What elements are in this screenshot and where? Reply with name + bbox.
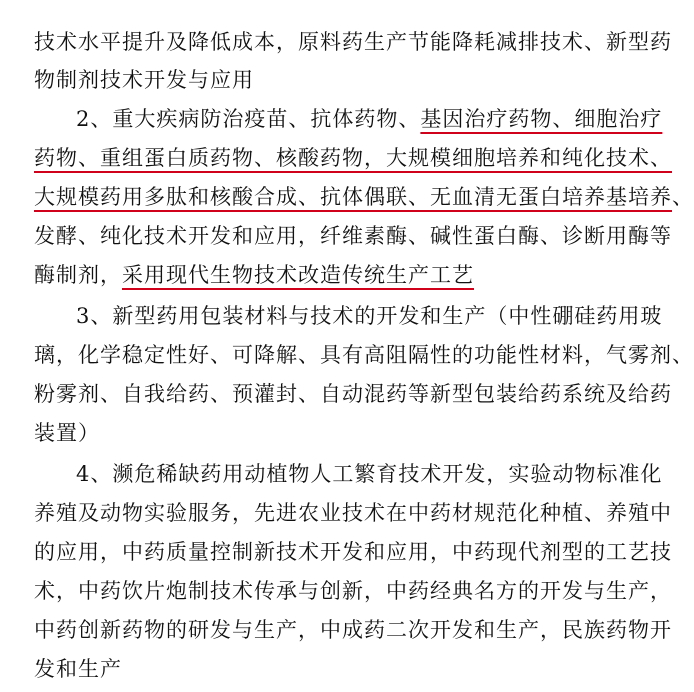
text-line-1 [34,28,672,56]
highlighted-text: 大规模药用多肽和核酸合成、抗体偶联、无血清无蛋白培养基培养 [34,185,672,209]
text-segment: 璃，化学稳定性好、可降解、具有高阻隔性的功能性材料，气雾剂、 [34,343,694,367]
text-segment: 的应用，中药质量控制新技术开发和应用，中药现代剂型的工艺技 [34,540,672,564]
text-segment: 术，中药饮片炮制技术传承与创新，中药经典名方的开发与生产， [34,579,672,603]
text-segment: 酶制剂， [34,263,122,287]
paragraph-4-line-4 [34,577,672,605]
paragraph-2-line-1 [76,105,662,133]
text-segment: 3、新型药用包装材料与技术的开发和生产（中性硼硅药用玻 [76,304,663,328]
text-segment: 2、重大疾病防治疫苗、抗体药物、 [76,107,421,131]
text-segment: 、 [672,185,694,209]
paragraph-4-line-3 [34,538,672,566]
text-segment: 装置） [34,421,100,445]
text-segment: 发和生产 [34,657,122,681]
paragraph-3-line-1 [76,302,662,330]
text-line-2 [34,66,254,94]
highlighted-text: 基因治疗药物、细胞治疗 [420,107,663,131]
text-segment: 粉雾剂、自我给药、预灌封、自动混药等新型包装给药系统及给药 [34,382,672,406]
paragraph-2-line-4 [34,222,672,250]
paragraph-2-line-5 [34,261,474,289]
paragraph-4-line-1 [76,460,662,488]
text-segment: 中药创新药物的研发与生产，中成药二次开发和生产，民族药物开 [34,618,672,642]
paragraph-3-line-3 [34,380,672,408]
text-segment: 发酵、纯化技术开发和应用，纤维素酶、碱性蛋白酶、诊断用酶等 [34,224,672,248]
text-segment: 技术水平提升及降低成本，原料药生产节能降耗减排技术、新型药 [34,30,672,54]
highlighted-text: 采用现代生物技术改造传统生产工艺 [122,263,474,287]
paragraph-2-line-3 [34,183,694,211]
text-segment: 物制剂技术开发与应用 [34,68,254,92]
paragraph-2-line-2 [34,144,672,172]
text-segment: 养殖及动物实验服务，先进农业技术在中药材规范化种植、养殖中 [34,501,672,525]
highlighted-text: 药物、重组蛋白质药物、核酸药物，大规模细胞培养和纯化技术、 [34,146,672,170]
paragraph-3-line-4 [34,419,100,447]
paragraph-4-line-2 [34,499,672,527]
paragraph-4-line-6 [34,655,122,683]
text-segment: 4、濒危稀缺药用动植物人工繁育技术开发，实验动物标准化 [76,462,663,486]
paragraph-4-line-5 [34,616,672,644]
paragraph-3-line-2 [34,341,694,369]
